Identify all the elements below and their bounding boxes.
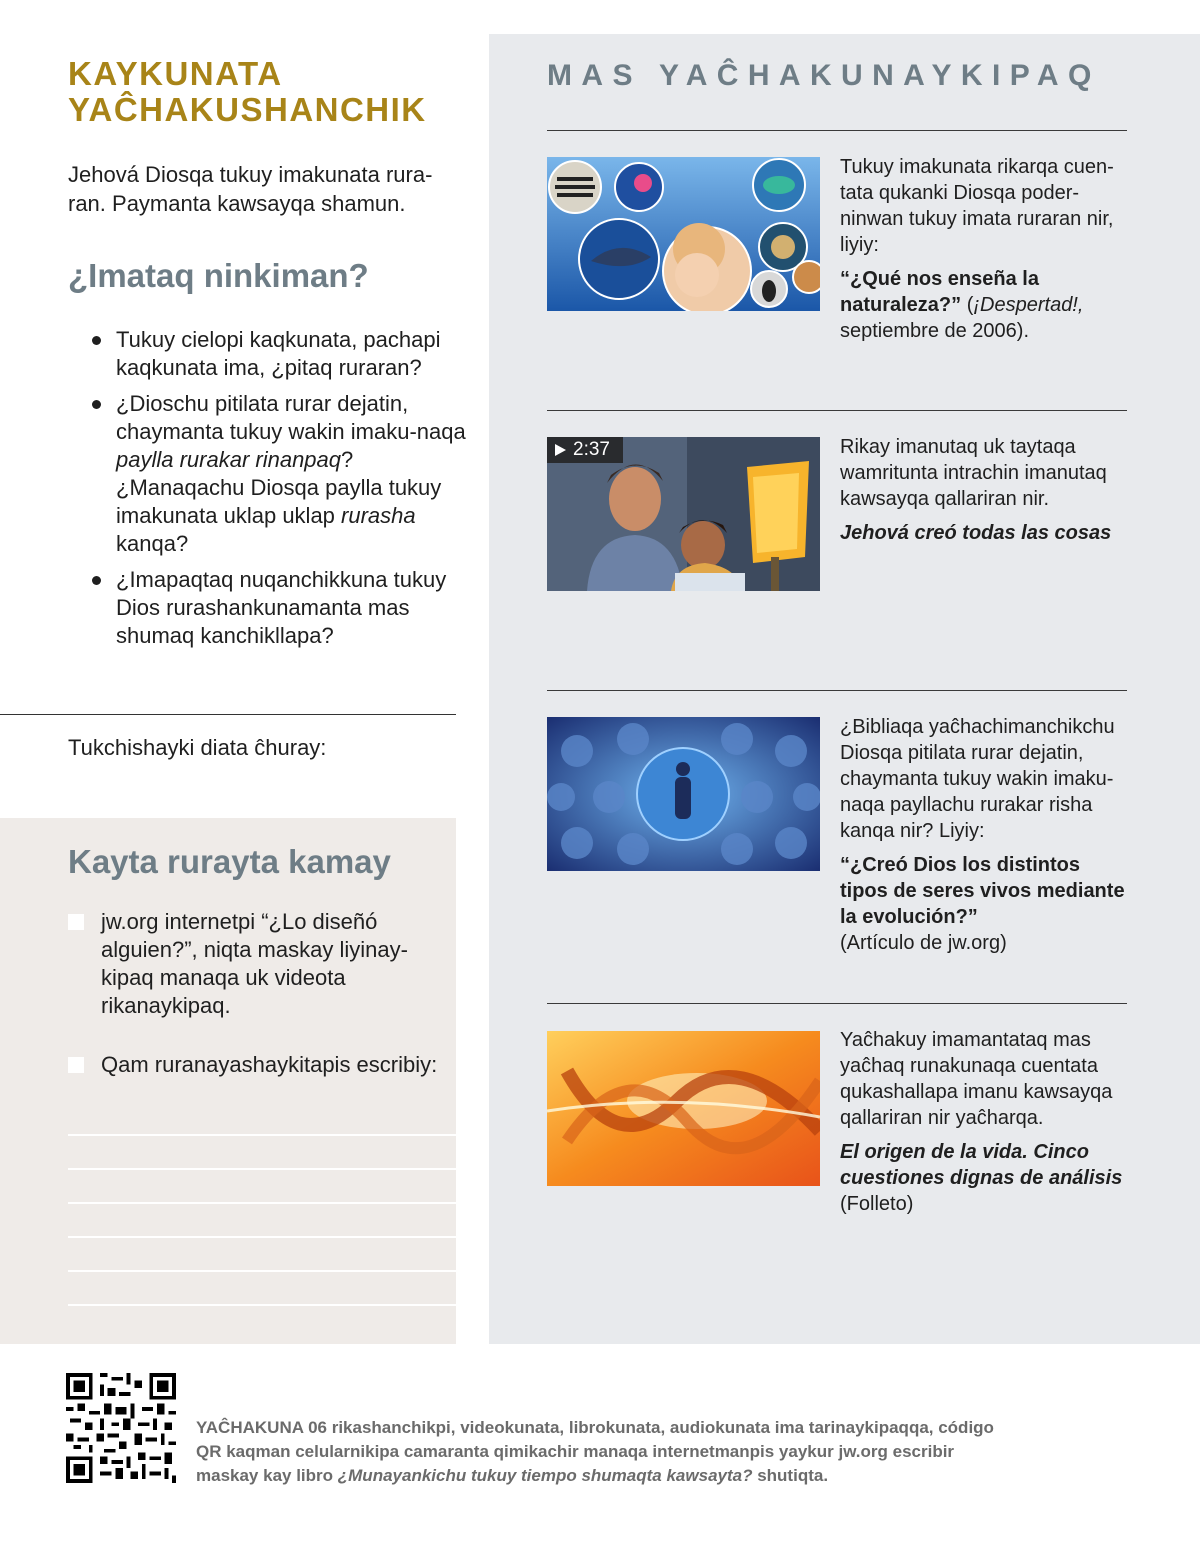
bullet-icon [92, 576, 101, 585]
resource-description: ¿Bibliaqa yaĉhachimanchikchu Diosqa pitilata rurar dejatin, chaymanta tukuy wakin imaku-naqa payllachu rurakar risha kanqa nir? Liyiy: [840, 716, 1115, 842]
resource-text [840, 1027, 1132, 1217]
video-duration: 2:37 [573, 439, 610, 460]
creation-kinds-image[interactable] [547, 717, 820, 871]
qr-code-icon[interactable] [66, 1373, 176, 1483]
resource-description: Tukuy imakunata rikarqa cuen-tata qukanki Diosqa poder-ninwan tukuy imata ruraran nir, liyiy: [840, 156, 1114, 256]
resource-source: (Folleto) [840, 1193, 914, 1215]
learn-more-heading: MAS YAĈHAKUNAYKIPAQ [547, 59, 1101, 92]
question-item [90, 566, 470, 650]
summary-title-line2: YAĈHAKUSHANCHIK [68, 91, 427, 128]
play-icon[interactable] [555, 444, 566, 456]
goals-box [0, 818, 456, 1344]
selected-verses-label: Tukchishayki diata ĉhuray: [68, 735, 327, 760]
bullet-icon [92, 336, 101, 345]
summary-title-line1: KAYKUNATA [68, 55, 283, 92]
summary-title [68, 56, 468, 128]
question-text: ¿Dioschu pitilata rurar dejatin, chaymanta tukuy wakin imaku-naqa paylla rurakar rinanpaq? ¿Manaqachu Diosqa paylla tukuy imakunata uklap uklap rurasha kanqa? [116, 391, 466, 556]
resource-title[interactable]: El origen de la vida. Cinco cuestiones dignas de análisis [840, 1141, 1123, 1189]
questions-heading: ¿Imataq ninkiman? [68, 257, 369, 294]
resource-title[interactable]: “¿Creó Dios los distintos tipos de seres vivos mediante la evolución?” [840, 854, 1125, 928]
goal-item [68, 908, 438, 1020]
summary-text: Jehová Diosqa tukuy imakunata rura-ran. Paymanta kawsayqa shamun. [68, 162, 433, 216]
write-line[interactable] [68, 1270, 456, 1272]
divider [0, 714, 456, 715]
question-text: ¿Imapaqtaq nuqanchikkuna tukuy Dios rurashankunamanta mas shumaq kanchikllapa? [116, 567, 447, 648]
question-item [90, 326, 470, 382]
video-duration-badge [547, 437, 623, 463]
question-item [90, 390, 470, 558]
book-title[interactable]: ¿Munayankichu tukuy tiempo shumaqta kawsayta? [337, 1466, 753, 1485]
goals-heading: Kayta rurayta kamay [68, 843, 391, 880]
divider [547, 690, 1127, 691]
divider [547, 1003, 1127, 1004]
checkbox-icon[interactable] [68, 914, 84, 930]
footer-text: YAĈHAKUNA 06 rikashanchikpi, videokunata, librokunata, audiokunata ima tarinaykipaqqa, código QR kaqman celularnikipa camaranta qimikachir manaqa internetmanpis yaykur jw.org escribir maskay kay libro ¿Munayankichu tukuy tiempo shumaqta kawsayta? shutiqta. [196, 1418, 994, 1485]
resource-title[interactable]: “¿Qué nos enseña la naturaleza?” [840, 268, 1039, 316]
resource-source: (Artículo de jw.org) [840, 932, 1007, 954]
goal-text: Qam ruranayashaykitapis escribiy: [101, 1052, 438, 1077]
questions-list [90, 326, 470, 658]
nature-collage-image[interactable] [547, 157, 820, 311]
write-line[interactable] [68, 1304, 456, 1306]
resource-description: Yaĉhakuy imamantataq mas yaĉhaq runakunaqa cuentata qukashallapa imanu kawsayqa qallariran nir yaĉharqa. [840, 1029, 1113, 1129]
resource-text [840, 434, 1132, 546]
write-line[interactable] [68, 1134, 456, 1136]
father-son-video-thumbnail[interactable] [547, 437, 820, 591]
resource-citation: “¿Qué nos enseña la naturaleza?” (¡Despertad!, septiembre de 2006). [840, 268, 1084, 342]
resource-text [840, 154, 1132, 344]
question-text: Tukuy cielopi kaqkunata, pachapi kaqkunata ima, ¿pitaq ruraran? [116, 327, 441, 380]
divider [547, 410, 1127, 411]
resource-description: Rikay imanutaq uk taytaqa wamrituntа intrachin imanutaq kawsayqa qallariran nir. [840, 436, 1107, 510]
write-line[interactable] [68, 1202, 456, 1204]
resource-title[interactable]: Jehová creó todas las cosas [840, 522, 1112, 544]
resource-citation [840, 520, 1132, 546]
goal-text: jw.org internetpi “¿Lo diseñó alguien?”, niqta maskay liyinay-kipaq manaqa uk videota rikanaykipaq. [101, 909, 408, 1018]
goal-item [68, 1051, 438, 1079]
resource-text [840, 714, 1132, 956]
checkbox-icon[interactable] [68, 1057, 84, 1073]
divider [547, 130, 1127, 131]
dna-image[interactable] [547, 1031, 820, 1186]
write-line[interactable] [68, 1236, 456, 1238]
write-line[interactable] [68, 1168, 456, 1170]
bullet-icon [92, 400, 101, 409]
